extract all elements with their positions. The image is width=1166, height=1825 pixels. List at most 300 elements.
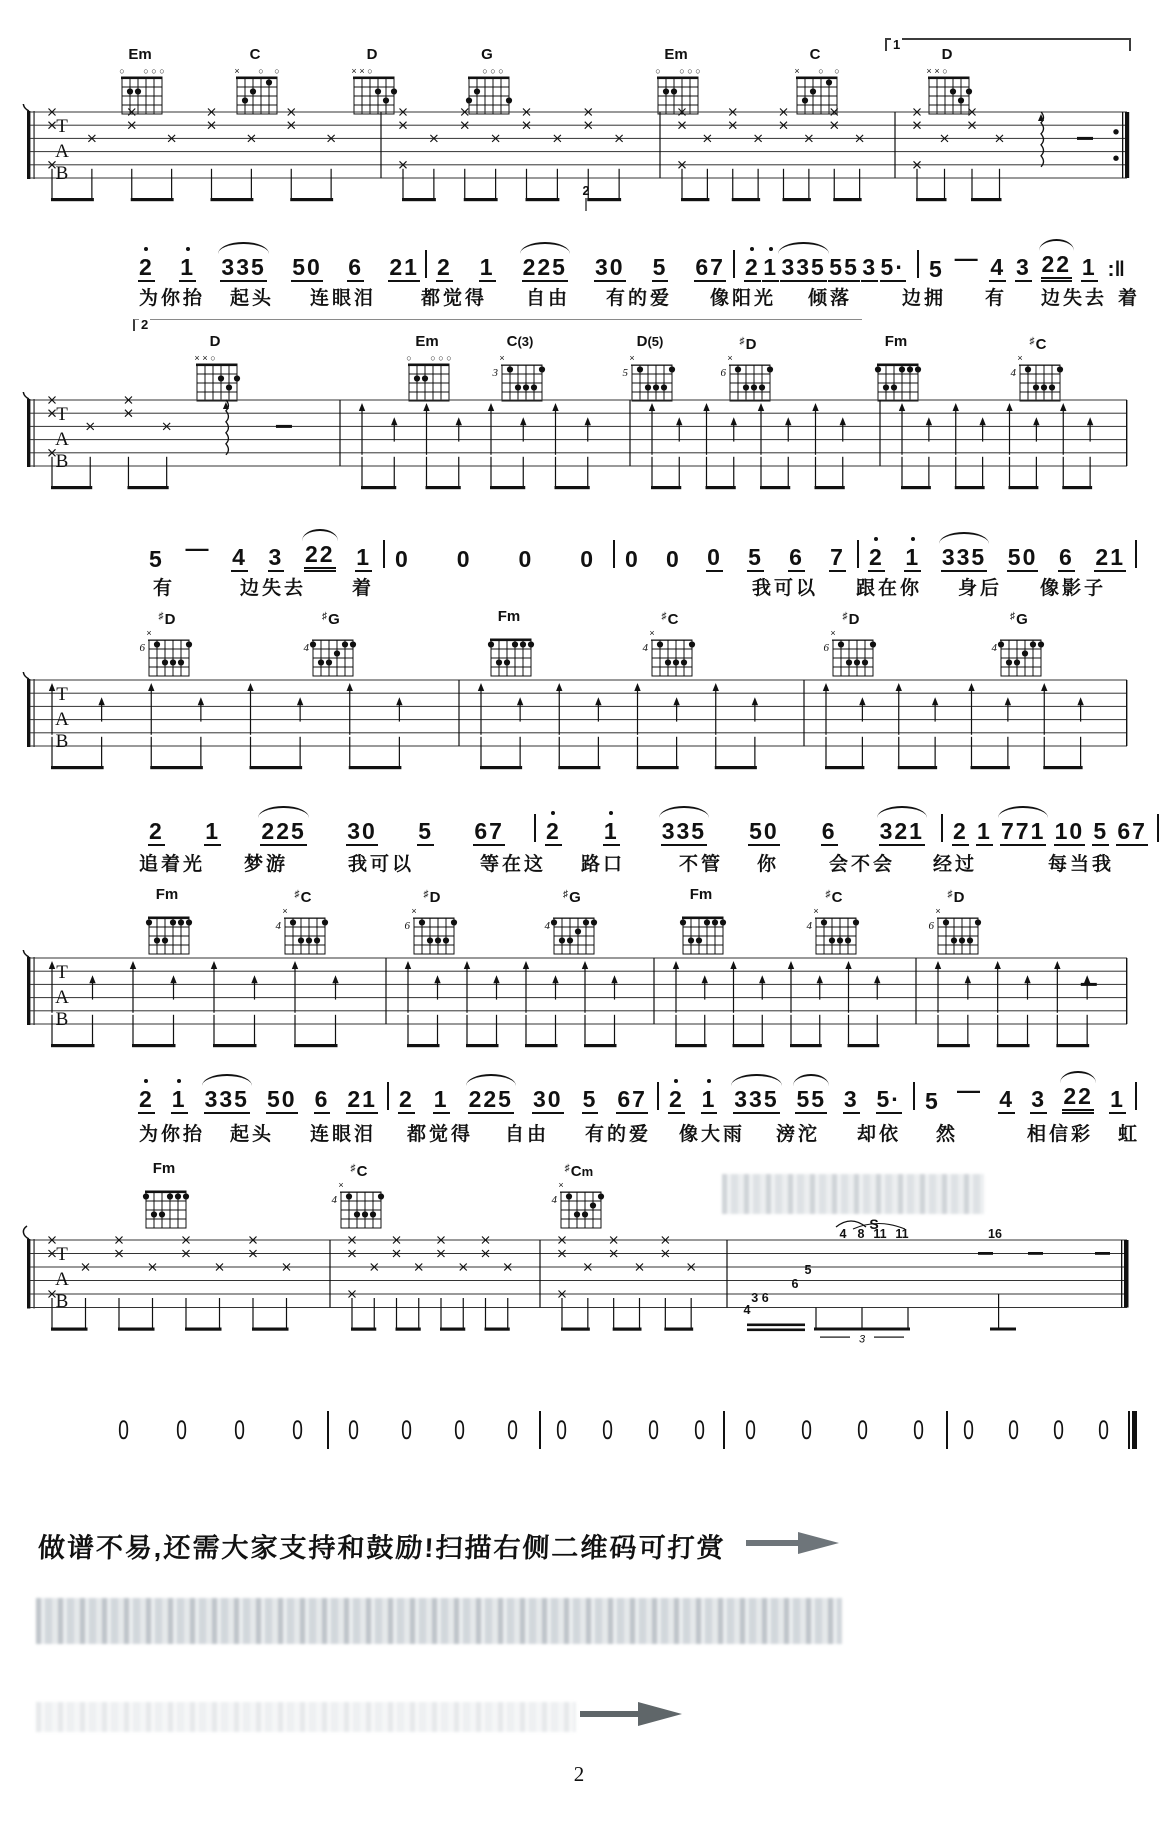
lyric-syllable: 滂沱 <box>776 1124 821 1145</box>
svg-text:×: × <box>1017 353 1023 363</box>
jianpu-note: 10 <box>1054 819 1086 846</box>
melody-measure <box>924 1076 1126 1114</box>
svg-text:○: ○ <box>834 66 840 76</box>
melody-barline <box>534 814 536 842</box>
rest-zero: 0 <box>507 1414 518 1445</box>
lyric-syllable: 连眼泪 <box>310 1124 377 1145</box>
jianpu-note: 2 <box>545 819 562 846</box>
svg-text:×: × <box>558 1180 564 1190</box>
lyric-syllable: 着 <box>1118 288 1141 309</box>
svg-text:4: 4 <box>642 642 648 654</box>
rest-zero: 0 <box>856 1414 868 1445</box>
chord-name: G <box>481 46 493 63</box>
chord-name: ♯G <box>1010 611 1028 628</box>
svg-text:4: 4 <box>991 642 997 654</box>
chord-name: ♯C <box>661 611 679 628</box>
lyric-syllable: 像大雨 <box>679 1124 746 1145</box>
jianpu-note: 771 <box>1000 819 1046 846</box>
rest-zero: 0 <box>176 1414 188 1445</box>
jianpu-note: 2 <box>668 1087 685 1114</box>
jianpu-note: 55 <box>828 255 860 282</box>
svg-text:A: A <box>55 1269 69 1290</box>
rest-measure <box>946 1410 1126 1450</box>
chord-name: C(3) <box>506 333 534 350</box>
lyric-syllable: 着 <box>352 578 375 599</box>
svg-text:6: 6 <box>823 642 829 654</box>
octave-dot <box>769 247 773 251</box>
jianpu-note: 3 <box>268 545 285 572</box>
tie-arc <box>302 529 338 541</box>
lyric-syllable: 相信彩 <box>1027 1124 1094 1145</box>
svg-text:○: ○ <box>687 66 693 76</box>
svg-text:6: 6 <box>720 367 726 379</box>
jianpu-note: 0 <box>625 545 640 572</box>
tab-staff <box>0 950 1166 1072</box>
svg-text:4: 4 <box>275 920 281 932</box>
svg-text:8: 8 <box>857 1227 865 1241</box>
melody-measure <box>928 244 1126 282</box>
jianpu-note: — <box>185 535 211 562</box>
lyric-syllable: 我可以 <box>348 854 415 875</box>
svg-text:×: × <box>649 628 655 638</box>
svg-text:×: × <box>629 353 635 363</box>
svg-text:×: × <box>359 66 365 76</box>
jianpu-note: — <box>957 1077 983 1104</box>
octave-dot <box>874 537 878 541</box>
melody-measure <box>138 244 420 282</box>
bottom-arrow-icon <box>580 1698 686 1731</box>
jianpu-note: 0 <box>706 545 723 572</box>
jianpu-note: 0 <box>580 545 595 572</box>
lyric-syllable: 追着光 <box>139 854 206 875</box>
melody-measure <box>744 244 906 282</box>
jianpu-note: 1 <box>603 819 620 846</box>
svg-text:11: 11 <box>873 1227 887 1241</box>
lyric-syllable: 为你抬 <box>139 288 206 309</box>
chord-name: Fm <box>497 608 521 625</box>
svg-text:T: T <box>56 684 68 705</box>
rest-zero: 0 <box>556 1414 568 1445</box>
svg-text:B: B <box>55 163 69 184</box>
svg-text:S: S <box>869 1216 879 1232</box>
chord-name: C <box>809 46 821 63</box>
jianpu-note: 0 <box>666 545 681 572</box>
chord-name: ♯G <box>322 611 340 628</box>
melody-barline <box>657 1082 659 1110</box>
svg-text:×: × <box>146 628 152 638</box>
jianpu-note: 1 <box>1081 255 1098 282</box>
jianpu-note: 5· <box>876 1087 902 1114</box>
jianpu-note: 67 <box>694 255 726 282</box>
lyric-syllable: 都觉得 <box>407 1124 474 1145</box>
lyric-syllable: 不管 <box>679 854 724 875</box>
rest-barline <box>723 1411 725 1449</box>
jianpu-note: 67 <box>473 819 505 846</box>
lyric-syllable: 倾落 <box>808 288 853 309</box>
support-text: 做谱不易,还需大家支持和鼓励!扫描右侧二维码可打赏 <box>37 1533 726 1563</box>
jianpu-note: :‖ <box>1107 257 1125 281</box>
svg-text:×: × <box>194 353 200 363</box>
melody-barline <box>917 250 919 278</box>
svg-text:T: T <box>56 404 68 425</box>
lyric-syllable: 为你抬 <box>139 1124 206 1145</box>
rest-measure <box>327 1410 539 1450</box>
svg-text:6: 6 <box>404 920 410 932</box>
rest-measure <box>723 1410 946 1450</box>
melody-barline <box>387 1082 389 1110</box>
tie-arc <box>202 1074 252 1086</box>
svg-text:○: ○ <box>151 66 157 76</box>
jianpu-note: 6 <box>1058 545 1075 572</box>
svg-text:A: A <box>55 987 69 1008</box>
svg-text:6: 6 <box>791 1277 799 1291</box>
rest-zero: 0 <box>1053 1414 1064 1445</box>
lyric-syllable: 却依 <box>857 1124 902 1145</box>
jianpu-note: 1 <box>204 819 221 846</box>
jianpu-note: 3 <box>1015 255 1032 282</box>
jianpu-note: 2 <box>868 545 885 572</box>
rest-barline <box>946 1411 948 1449</box>
rest-zero: 0 <box>648 1414 660 1445</box>
jianpu-note: 5 <box>747 545 764 572</box>
jianpu-note: 0 <box>456 545 472 572</box>
tie-arc <box>520 242 570 254</box>
lyric-syllable: 边失去 <box>1041 288 1108 309</box>
tie-arc <box>659 806 709 818</box>
lyric-syllable: 像影子 <box>1040 578 1107 599</box>
jianpu-note: 0 <box>518 545 534 572</box>
tab-staff <box>0 1210 1166 1370</box>
svg-text:○: ○ <box>818 66 824 76</box>
octave-dot <box>911 537 915 541</box>
svg-text:×: × <box>727 353 733 363</box>
jianpu-note: 1 <box>701 1087 718 1114</box>
jianpu-note: 225 <box>260 819 306 846</box>
lyric-syllable: 自由 <box>505 1124 550 1145</box>
chord-name: Em <box>664 46 688 63</box>
melody-measure <box>545 808 925 846</box>
svg-text:4: 4 <box>331 1194 337 1206</box>
melody-barline <box>733 250 735 278</box>
svg-text:A: A <box>55 429 69 450</box>
melody-barline <box>913 1082 915 1110</box>
melody-measure <box>668 1076 902 1114</box>
lyric-syllable: 会不会 <box>829 854 896 875</box>
melody-barline <box>1157 814 1159 842</box>
jianpu-note: 7 <box>829 545 846 572</box>
svg-text:○: ○ <box>482 66 488 76</box>
jianpu-note: 335 <box>661 819 707 846</box>
svg-text:5: 5 <box>622 367 628 379</box>
jianpu-note: 50 <box>1007 545 1039 572</box>
melody-barline <box>941 814 943 842</box>
jianpu-note: 5 <box>417 819 434 846</box>
melody-measure <box>952 808 1148 846</box>
rest-zero: 0 <box>118 1414 130 1445</box>
tie-arc <box>1039 239 1075 251</box>
jianpu-note: 2 <box>952 819 969 846</box>
lyric-syllable: 有 <box>985 288 1008 309</box>
faint-text-band <box>36 1702 576 1732</box>
octave-dot <box>707 1079 711 1083</box>
jianpu-note: 4 <box>989 255 1006 282</box>
lyric-syllable: 边失去 <box>240 578 307 599</box>
lyric-syllable: 身后 <box>958 578 1003 599</box>
jianpu-note: 1 <box>179 255 196 282</box>
tie-arc <box>877 806 927 818</box>
svg-text:○: ○ <box>655 66 661 76</box>
melody-measure <box>436 244 726 282</box>
jianpu-note: 22 <box>1041 252 1073 282</box>
svg-text:×: × <box>830 628 836 638</box>
jianpu-note: 22 <box>304 542 336 572</box>
lyric-syllable: 然 <box>936 1124 959 1145</box>
jianpu-note: 1 <box>904 545 921 572</box>
chord-name: Em <box>128 46 152 63</box>
melody-barline <box>425 250 427 278</box>
tie-arc <box>218 242 268 254</box>
tie-arc <box>778 242 828 254</box>
jianpu-note: 2 <box>148 819 165 846</box>
jianpu-note: 21 <box>388 255 420 282</box>
tab-staff <box>0 104 1166 226</box>
svg-text:○: ○ <box>406 353 412 363</box>
rest-measure <box>539 1410 723 1450</box>
jianpu-note: 67 <box>616 1087 648 1114</box>
svg-text:○: ○ <box>274 66 280 76</box>
svg-text:4: 4 <box>544 920 550 932</box>
lyric-syllable: 你 <box>757 854 780 875</box>
octave-dot <box>186 247 190 251</box>
tie-arc <box>466 1074 516 1086</box>
jianpu-note: 335 <box>733 1087 779 1114</box>
rest-zero: 0 <box>694 1414 706 1445</box>
svg-text:T: T <box>56 1244 68 1265</box>
svg-text:6: 6 <box>139 642 145 654</box>
jianpu-note: 30 <box>594 255 626 282</box>
rest-zero: 0 <box>912 1414 924 1445</box>
lyric-syllable: 有的爱 <box>585 1124 652 1145</box>
chord-name: ♯C <box>1029 336 1047 353</box>
melody-barline <box>383 540 385 568</box>
svg-text:4: 4 <box>1010 367 1016 379</box>
svg-text:○: ○ <box>695 66 701 76</box>
lyric-syllable: 路口 <box>581 854 626 875</box>
tie-arc <box>731 1074 781 1086</box>
chord-name: ♯D <box>947 889 965 906</box>
chord-name: D <box>366 46 378 63</box>
jianpu-note: 5 <box>149 545 164 572</box>
jianpu-note: 3 <box>861 255 878 282</box>
rest-zero: 0 <box>1098 1414 1109 1445</box>
tie-arc <box>793 1074 829 1086</box>
octave-dot <box>144 1079 148 1083</box>
jianpu-note: 4 <box>998 1087 1015 1114</box>
lyric-syllable: 每当我 <box>1048 854 1115 875</box>
jianpu-note: 5 <box>652 255 669 282</box>
svg-text:×: × <box>794 66 800 76</box>
lyric-syllable: 自由 <box>526 288 571 309</box>
rest-zero: 0 <box>454 1414 465 1445</box>
melody-measure <box>868 534 1126 572</box>
svg-text:4: 4 <box>839 1227 847 1241</box>
jianpu-note: 4 <box>231 545 248 572</box>
svg-text:○: ○ <box>143 66 149 76</box>
jianpu-note: 0 <box>395 545 410 572</box>
jianpu-note: 6 <box>788 545 805 572</box>
tab-staff <box>0 672 1166 794</box>
jianpu-note: 225 <box>522 255 568 282</box>
rest-zero: 0 <box>292 1414 304 1445</box>
jianpu-note: 1 <box>355 545 372 572</box>
jianpu-note: 30 <box>346 819 378 846</box>
jianpu-note: — <box>954 245 980 272</box>
chord-name: ♯D <box>423 889 441 906</box>
reward-arrow-icon <box>746 1528 842 1558</box>
octave-dot <box>177 1079 181 1083</box>
octave-dot <box>144 247 148 251</box>
svg-text:○: ○ <box>498 66 504 76</box>
chord-name: ♯C <box>294 889 312 906</box>
jianpu-note: 2 <box>744 255 761 282</box>
octave-dot <box>609 811 613 815</box>
rest-final-thick <box>1132 1411 1137 1449</box>
watermark-blurred <box>722 1174 984 1214</box>
rest-zero: 0 <box>745 1414 757 1445</box>
tie-arc <box>998 806 1048 818</box>
lyric-syllable: 梦游 <box>244 854 289 875</box>
lyric-syllable: 起头 <box>230 288 275 309</box>
melody-barline <box>613 540 615 568</box>
lyric-syllable: 都觉得 <box>421 288 488 309</box>
chord-name: Fm <box>689 886 713 903</box>
svg-text:4: 4 <box>806 920 812 932</box>
chord-name: ♯G <box>563 889 581 906</box>
svg-text:×: × <box>202 353 208 363</box>
jianpu-note: 3 <box>1030 1087 1047 1114</box>
volta-ending: 2 <box>133 319 862 331</box>
chord-name: Em <box>415 333 439 350</box>
svg-text:2: 2 <box>582 184 590 198</box>
chord-name: D <box>941 46 953 63</box>
svg-text:4: 4 <box>303 642 309 654</box>
lyric-syllable: 连眼泪 <box>310 288 377 309</box>
svg-text:○: ○ <box>438 353 444 363</box>
svg-text:16: 16 <box>988 1227 1002 1241</box>
melody-measure <box>148 808 505 846</box>
rest-zero: 0 <box>401 1414 412 1445</box>
lyric-syllable: 有 <box>153 578 176 599</box>
tie-arc <box>939 532 989 544</box>
svg-text:6: 6 <box>928 920 934 932</box>
svg-text:×: × <box>338 1180 344 1190</box>
jianpu-note: 225 <box>468 1087 514 1114</box>
rest-measure <box>95 1410 327 1450</box>
jianpu-note: 3 <box>843 1087 860 1114</box>
svg-text:4: 4 <box>551 1194 557 1206</box>
jianpu-note: 1 <box>762 255 779 282</box>
jianpu-note: 335 <box>204 1087 250 1114</box>
jianpu-note: 2 <box>436 255 453 282</box>
melody-measure <box>398 1076 648 1114</box>
svg-text:4: 4 <box>743 1303 751 1317</box>
jianpu-note: 30 <box>532 1087 564 1114</box>
jianpu-note: 1 <box>1109 1087 1126 1114</box>
svg-text:○: ○ <box>490 66 496 76</box>
svg-text:B: B <box>55 1009 69 1030</box>
svg-text:3: 3 <box>492 367 498 379</box>
svg-text:B: B <box>55 1291 69 1312</box>
tie-arc <box>1060 1071 1096 1083</box>
svg-text:○: ○ <box>446 353 452 363</box>
svg-text:○: ○ <box>159 66 165 76</box>
jianpu-note: 335 <box>780 255 826 282</box>
jianpu-note: 335 <box>220 255 266 282</box>
chord-name: ♯C <box>825 889 843 906</box>
rest-zero: 0 <box>602 1414 614 1445</box>
chord-name: D(5) <box>636 333 664 350</box>
rest-zero: 0 <box>1008 1414 1019 1445</box>
chord-name: Fm <box>884 333 908 350</box>
melody-barline <box>1135 540 1137 568</box>
melody-measure <box>148 534 372 572</box>
svg-text:3: 3 <box>858 1333 866 1346</box>
melody-barline <box>857 540 859 568</box>
rest-zero: 0 <box>963 1414 974 1445</box>
lyric-syllable: 经过 <box>933 854 978 875</box>
jianpu-note: 55 <box>795 1087 827 1114</box>
tie-arc <box>258 806 308 818</box>
svg-text:T: T <box>56 116 68 137</box>
svg-text:○: ○ <box>942 66 948 76</box>
svg-text:11: 11 <box>895 1227 909 1241</box>
melody-measure <box>394 534 596 572</box>
lyric-syllable: 我可以 <box>752 578 819 599</box>
svg-text:○: ○ <box>258 66 264 76</box>
jianpu-note: 5 <box>925 1087 940 1114</box>
chord-name: ♯D <box>158 611 176 628</box>
chord-name: ♯C <box>350 1163 368 1180</box>
svg-text:○: ○ <box>367 66 373 76</box>
lyric-syllable: 边拥 <box>902 288 947 309</box>
lyric-syllable: 像阳光 <box>710 288 777 309</box>
rest-final-thin <box>1128 1411 1130 1449</box>
svg-text:A: A <box>55 141 69 162</box>
melody-measure <box>624 534 846 572</box>
jianpu-note: 5 <box>1092 819 1109 846</box>
chord-name: ♯D <box>739 336 757 353</box>
chord-name: ♯D <box>842 611 860 628</box>
jianpu-note: 50 <box>748 819 780 846</box>
jianpu-note: 21 <box>346 1087 378 1114</box>
chord-name: C <box>249 46 261 63</box>
jianpu-note: 2 <box>138 255 155 282</box>
svg-text:B: B <box>55 451 69 472</box>
jianpu-note: 1 <box>171 1087 188 1114</box>
jianpu-note: 2 <box>398 1087 415 1114</box>
jianpu-note: 22 <box>1062 1084 1094 1114</box>
lyric-syllable: 起头 <box>230 1124 275 1145</box>
octave-dot <box>674 1079 678 1083</box>
lyric-syllable: 虹 <box>1118 1124 1141 1145</box>
jianpu-note: 21 <box>1094 545 1126 572</box>
jianpu-note: 5· <box>880 255 906 282</box>
svg-text:○: ○ <box>119 66 125 76</box>
jianpu-note: 1 <box>479 255 496 282</box>
chord-name: ♯Cm <box>564 1163 594 1180</box>
octave-dot <box>750 247 754 251</box>
jianpu-note: 50 <box>291 255 323 282</box>
